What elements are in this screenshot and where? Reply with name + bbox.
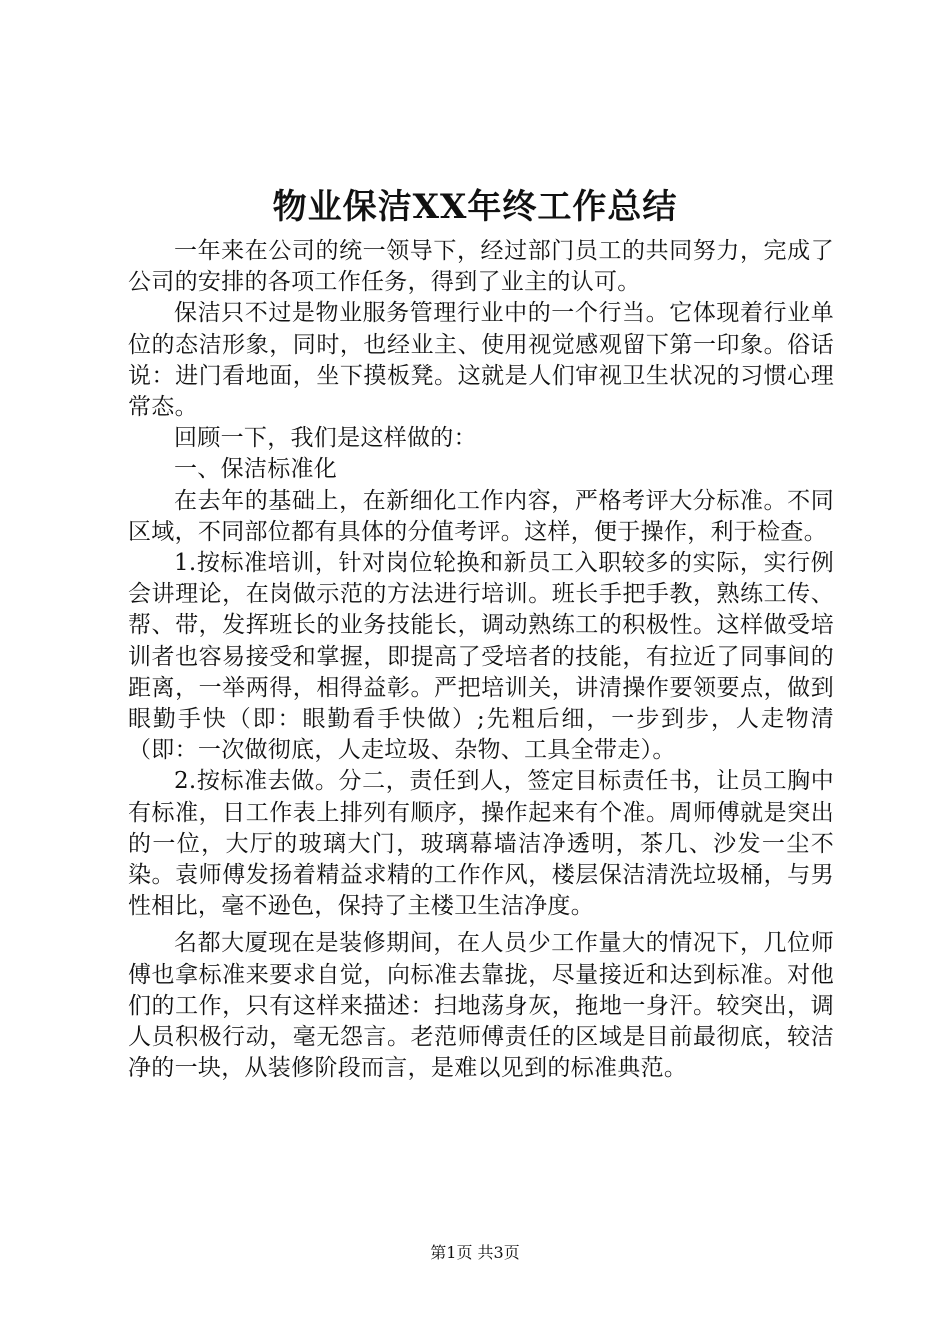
section-heading-standardization: 一、保洁标准化 <box>174 456 338 483</box>
paragraph-training: 1.按标准培训，针对岗位轮换和新员工入职较多的实际，实行例会讲理论，在岗做示范的方法进行培训。班长手把手教，熟练工传、帮、带，发挥班长的业务技能长，调动熟练工的积极性。这样做受培训者也容易接受和掌握，即提高了受培者的技能，有拉近了同事间的距离，一举两得，相得益彰。严把培训关，讲清操作要领要点，做到眼勤手快（即：眼勤看手快做）;先粗后细，一步到步，人走物清（即：一次做彻底，人走垃圾、杂物、工具全带走）。 <box>128 550 834 764</box>
paragraph-intro: 一年来在公司的统一领导下，经过部门员工的共同努力，完成了公司的安排的各项工作任务，得到了业主的认可。 <box>128 238 834 296</box>
page-footer: 第1页 共3页 <box>430 1243 520 1262</box>
paragraph-standards: 在去年的基础上，在新细化工作内容，严格考评大分标准。不同区域，不同部位都有具体的分值考评。这样，便于操作，利于检查。 <box>128 487 834 545</box>
document-body <box>128 236 834 1084</box>
paragraph-review: 回顾一下，我们是这样做的： <box>174 425 477 452</box>
document-title: 物业保洁XX年终工作总结 <box>272 187 678 227</box>
paragraph-mingdu-building: 名都大厦现在是装修期间，在人员少工作量大的情况下，几位师傅也拿标准来要求自觉，向标准去靠拢，尽量接近和达到标准。对他们的工作，只有这样来描述：扫地荡身灰，拖地一身汗。较突出，调人员积极行动，毫无怨言。老范师傅责任的区域是目前最彻底，较洁净的一块，从装修阶段而言，是难以见到的标准典范。 <box>128 930 834 1082</box>
paragraph-execution: 2.按标准去做。分二，责任到人，签定目标责任书，让员工胸中有标准，日工作表上排列有顺序，操作起来有个准。周师傅就是突出的一位，大厅的玻璃大门，玻璃幕墙洁净透明，茶几、沙发一尘不染。袁师傅发扬着精益求精的工作作风，楼层保洁清洗垃圾桶，与男性相比，毫不逊色，保持了主楼卫生洁净度。 <box>128 768 834 920</box>
paragraph-cleaning-role: 保洁只不过是物业服务管理行业中的一个行当。它体现着行业单位的态洁形象，同时，也经业主、使用视觉感观留下第一印象。俗话说：进门看地面，坐下摸板凳。这就是人们审视卫生状况的习惯心理常态。 <box>128 300 834 421</box>
